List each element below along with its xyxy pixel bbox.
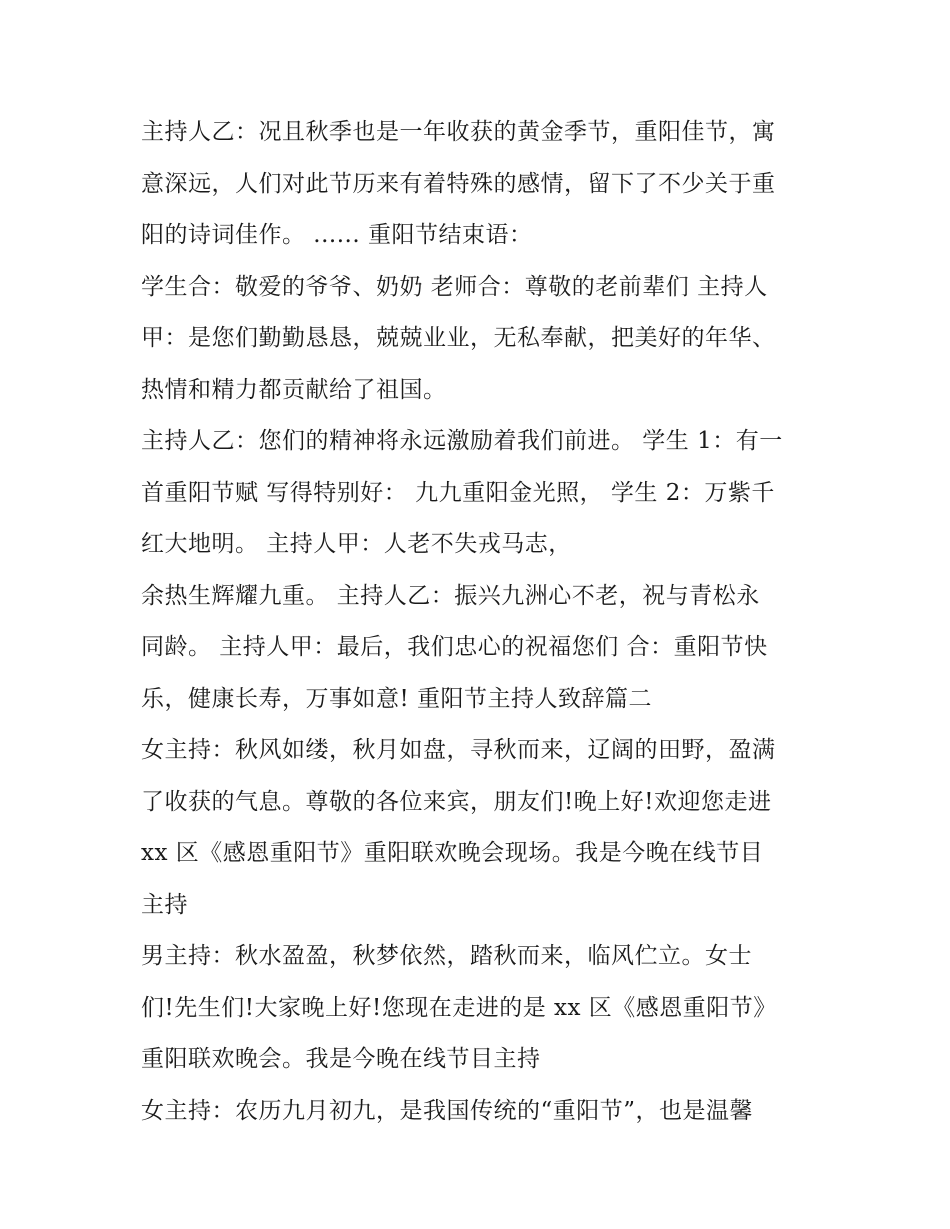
- text-line: 同龄。 主持人甲：最后，我们忠心的祝福您们 合：重阳节快: [141, 634, 768, 660]
- text-line: 余热生辉耀九重。 主持人乙：振兴九洲心不老，祝与青松永: [141, 582, 760, 609]
- text-line: 了收获的气息。尊敬的各位来宾，朋友们!晚上好!欢迎您走进: [141, 788, 772, 815]
- text-line: 红大地明。 主持人甲：人老不失戎马志，: [141, 531, 572, 557]
- text-line: 意深远，人们对此节历来有着特殊的感情，留下了不少关于重: [141, 170, 776, 197]
- text-line: 主持人乙：您们的精神将永远激励着我们前进。 学生 1：有一: [141, 428, 783, 454]
- text-line: 男主持：秋水盈盈，秋梦依然，踏秋而来，临风伫立。女士: [141, 943, 752, 969]
- text-line: 首重阳节赋 写得特别好： 九九重阳金光照， 学生 2：万紫千: [141, 479, 775, 506]
- text-line: xx 区《感恩重阳节》重阳联欢晚会现场。我是今晚在线节目: [141, 840, 764, 866]
- text-line: 主持: [141, 891, 188, 918]
- text-line: 热情和精力都贡献给了祖国。: [141, 376, 447, 403]
- text-line: 乐，健康长寿，万事如意! 重阳节主持人致辞篇二: [141, 685, 653, 712]
- text-line: 甲：是您们勤勤恳恳，兢兢业业，无私奉献，把美好的年华、: [141, 325, 776, 351]
- text-line: 主持人乙：况且秋季也是一年收获的黄金季节，重阳佳节，寓: [141, 119, 776, 145]
- text-line: 女主持：秋风如缕，秋月如盘，寻秋而来，辽阔的田野，盈满: [141, 737, 776, 763]
- text-line: 阳的诗词佳作。 ...... 重阳节结束语：: [141, 222, 533, 248]
- text-line: 学生合：敬爱的爷爷、奶奶 老师合：尊敬的老前辈们 主持人: [141, 273, 768, 300]
- document-body: [141, 107, 821, 1137]
- text-line: 们!先生们!大家晚上好!您现在走进的是 xx 区《感恩重阳节》: [141, 994, 777, 1021]
- text-line: 女主持：农历九月初九，是我国传统的“重阳节”，也是温馨: [141, 1097, 754, 1124]
- text-line: 重阳联欢晚会。我是今晚在线节目主持: [141, 1046, 541, 1072]
